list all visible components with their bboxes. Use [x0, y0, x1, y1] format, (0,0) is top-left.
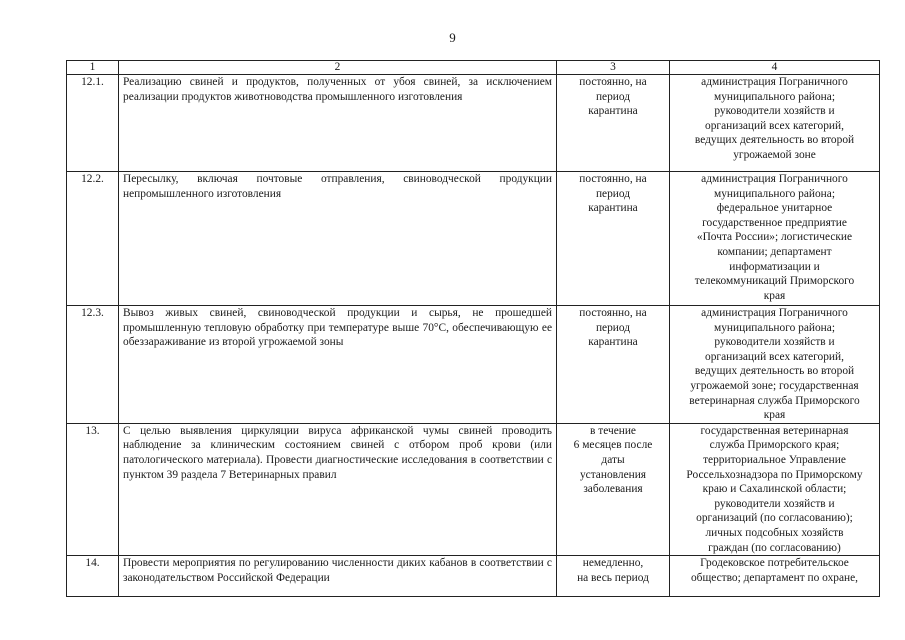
- responsible-cell: [670, 556, 880, 597]
- deadline-line: даты: [601, 453, 625, 466]
- deadline-line: установления: [579, 468, 647, 481]
- deadline-cell: [557, 556, 670, 597]
- responsible-cell: [670, 75, 880, 172]
- table-row: [67, 423, 880, 555]
- column-header-3: 3: [557, 61, 670, 75]
- column-header-1: 1: [67, 61, 119, 75]
- table-row: [67, 75, 880, 172]
- measure-description: Реализацию свиней и продуктов, полученных от убоя свиней, за исключением реализации продуктов животноводства промышленного изготовления: [119, 75, 557, 172]
- item-number: 12.2.: [67, 172, 119, 306]
- responsible-line: ведущих деятельность во второй: [694, 134, 855, 147]
- measure-description: Пересылку, включая почтовые отправления, свиноводческой продукции непромышленного изготовления: [119, 172, 557, 306]
- responsible-line: угрожаемой зоне; государственная: [690, 379, 859, 392]
- measure-description: Провести мероприятия по регулированию численности диких кабанов в соответствии с законодательством Российской Федерации: [119, 556, 557, 597]
- responsible-line: муниципального района;: [714, 90, 835, 103]
- responsible-line: телекоммуникаций Приморского: [694, 275, 855, 288]
- responsible-line: территориальное Управление: [703, 453, 846, 466]
- deadline-line: карантина: [588, 105, 638, 118]
- responsible-line: организаций всех категорий,: [705, 119, 844, 132]
- deadline-line: карантина: [588, 202, 638, 215]
- responsible-line: личных подсобных хозяйств: [705, 526, 844, 539]
- responsible-cell: [670, 172, 880, 306]
- responsible-cell: [670, 306, 880, 424]
- deadline-cell: [557, 306, 670, 424]
- responsible-line: компании; департамент: [717, 245, 832, 258]
- responsible-line: федеральное унитарное: [716, 202, 833, 215]
- responsible-line: администрация Пограничного: [701, 173, 848, 185]
- responsible-line: краю и Сахалинской области;: [702, 483, 847, 496]
- deadline-line: период: [595, 90, 631, 103]
- responsible-line: общество; департамент по охране,: [690, 571, 859, 584]
- item-number: 14.: [67, 556, 119, 597]
- header-row: [67, 61, 880, 75]
- deadline-line: постоянно, на: [579, 173, 647, 185]
- column-header-4: 4: [670, 61, 880, 75]
- deadline-line: 6 месяцев после: [573, 439, 653, 452]
- deadline-cell: [557, 423, 670, 555]
- responsible-line: руководители хозяйств и: [714, 105, 835, 118]
- item-number: 13.: [67, 423, 119, 555]
- measure-description: С целью выявления циркуляции вируса африканской чумы свиней проводить наблюдение за клиническим состоянием свиней с отбором проб крови (или патологического материала). Провести диагностические исследования в соответствии с пунктом 39 раздела 7 Ветеринарных правил: [119, 423, 557, 555]
- deadline-line: на весь период: [577, 571, 649, 584]
- deadline-cell: [557, 172, 670, 306]
- responsible-line: Россельхознадзора по Приморскому: [686, 468, 863, 481]
- responsible-line: руководители хозяйств и: [714, 336, 835, 349]
- responsible-line: организаций всех категорий,: [705, 350, 844, 363]
- responsible-line: муниципального района;: [714, 187, 835, 200]
- responsible-line: угрожаемой зоне: [733, 148, 816, 161]
- responsible-line: служба Приморского края;: [709, 439, 840, 452]
- page-number: 9: [449, 30, 456, 45]
- deadline-line: карантина: [588, 336, 638, 349]
- responsible-line: ветеринарная служба Приморского: [689, 394, 860, 407]
- item-number: 12.1.: [67, 75, 119, 172]
- deadline-cell: [557, 75, 670, 172]
- responsible-line: граждан (по согласованию): [708, 541, 841, 554]
- deadline-line: в течение: [589, 424, 636, 437]
- responsible-line: администрация Пограничного: [701, 307, 848, 319]
- responsible-line: государственная ветеринарная: [700, 424, 849, 437]
- deadline-line: постоянно, на: [579, 307, 647, 319]
- responsible-cell: [670, 423, 880, 555]
- deadline-line: период: [595, 187, 631, 200]
- responsible-line: организаций (по согласованию);: [696, 512, 853, 525]
- measure-description: Вывоз живых свиней, свиноводческой продукции и сырья, не прошедшей промышленную тепловую обработку при температуре выше 70°С, обеспечивающую ее обеззараживание из второй угрожаемой зоны: [119, 306, 557, 424]
- responsible-line: государственное предприятие: [702, 216, 847, 229]
- column-header-2: 2: [119, 61, 557, 75]
- item-number: 12.3.: [67, 306, 119, 424]
- responsible-line: ведущих деятельность во второй: [694, 365, 855, 378]
- measures-table: [66, 60, 880, 597]
- responsible-line: края: [763, 289, 786, 302]
- responsible-line: «Почта России»; логистические: [696, 231, 853, 244]
- responsible-line: Гродековское потребительское: [700, 557, 849, 570]
- responsible-line: края: [763, 409, 786, 422]
- table-row: [67, 556, 880, 597]
- table-row: [67, 172, 880, 306]
- deadline-line: постоянно, на: [579, 76, 647, 88]
- responsible-line: администрация Пограничного: [701, 76, 848, 88]
- deadline-line: период: [595, 321, 631, 334]
- responsible-line: руководители хозяйств и: [714, 497, 835, 510]
- responsible-line: информатизации и: [729, 260, 820, 273]
- table-row: [67, 306, 880, 424]
- responsible-line: муниципального района;: [714, 321, 835, 334]
- deadline-line: немедленно,: [582, 557, 644, 570]
- deadline-line: заболевания: [583, 483, 643, 496]
